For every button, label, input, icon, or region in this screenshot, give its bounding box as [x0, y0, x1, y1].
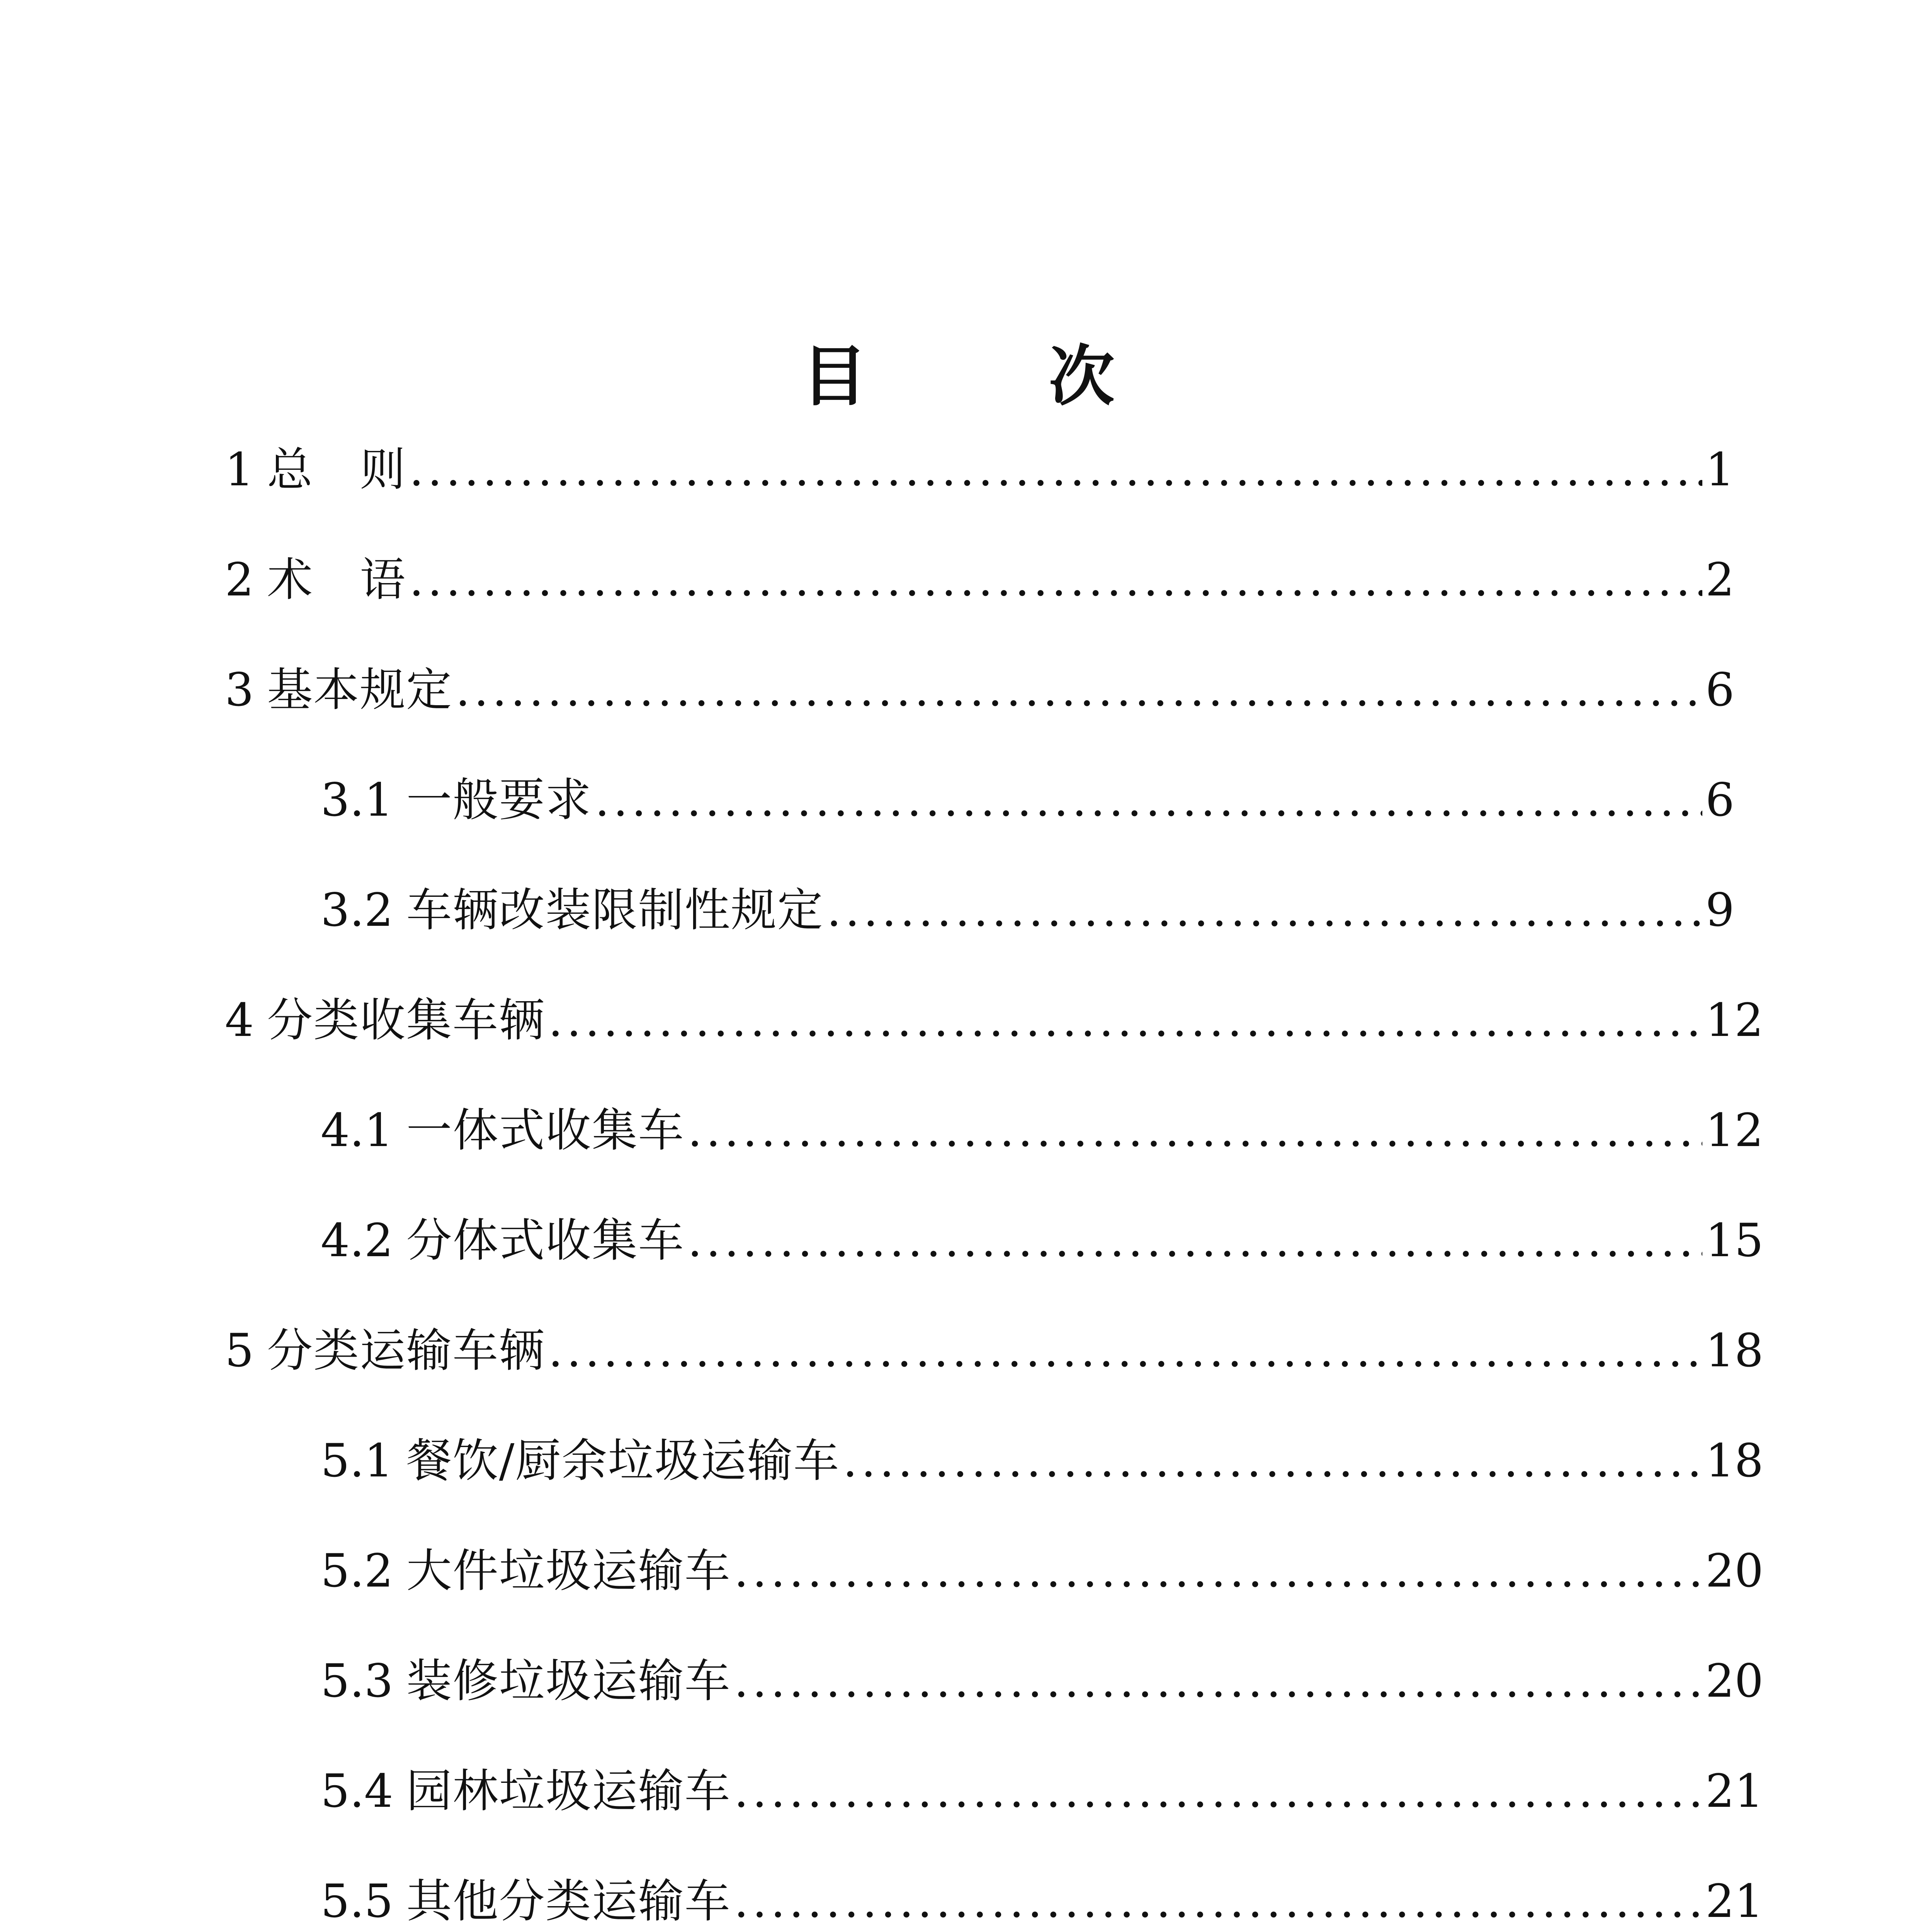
page-title: 目 次 [801, 337, 1173, 415]
toc-entry-title: 分类运输车辆 [267, 1324, 546, 1377]
toc-entry-page: 15 [1705, 1214, 1764, 1267]
toc-entry-title: 分体式收集车 [406, 1214, 685, 1267]
toc-entry-number: 1 [225, 443, 254, 496]
toc-entry-3[interactable] [225, 661, 1735, 719]
toc-entry-page: 12 [1705, 1104, 1764, 1157]
toc-entry-5-4[interactable] [321, 1762, 1764, 1820]
toc-dot-leader [688, 1211, 1702, 1269]
toc-entry-title: 装修垃圾运输车 [406, 1654, 731, 1708]
toc-entry-page: 18 [1705, 1324, 1764, 1377]
toc-entry-3-2[interactable] [321, 881, 1735, 939]
toc-dot-leader [734, 1652, 1702, 1710]
toc-entry-page: 6 [1705, 663, 1735, 716]
toc-dot-leader [409, 440, 1702, 498]
toc-entry-number: 5.5 [321, 1874, 393, 1928]
toc-entry-title: 术 语 [267, 553, 406, 606]
toc-entry-page: 2 [1705, 553, 1735, 606]
toc-entry-title: 大件垃圾运输车 [406, 1544, 731, 1597]
toc-dot-leader [595, 771, 1702, 829]
toc-entry-title: 总 则 [267, 443, 406, 496]
toc-entry-title: 其他分类运输车 [406, 1874, 731, 1928]
toc-entry-number: 4.1 [321, 1104, 393, 1157]
toc-dot-leader [548, 1321, 1702, 1379]
toc-entry-number: 2 [225, 553, 254, 606]
toc-entry-page: 20 [1705, 1654, 1764, 1708]
toc-entry-page: 21 [1705, 1764, 1764, 1818]
toc-entry-number: 4 [225, 993, 254, 1047]
toc-dot-leader [734, 1872, 1702, 1930]
toc-entry-page: 21 [1705, 1874, 1764, 1928]
toc-entry-title: 基本规定 [267, 663, 453, 716]
toc-entry-5-3[interactable] [321, 1652, 1764, 1710]
toc-entry-number: 4.2 [321, 1214, 393, 1267]
toc-entry-page: 12 [1705, 993, 1764, 1047]
toc-entry-page: 6 [1705, 773, 1735, 827]
toc-entry-page: 9 [1705, 883, 1735, 937]
toc-dot-leader [548, 991, 1702, 1049]
toc-entry-number: 3.1 [321, 773, 393, 827]
toc-entry-1[interactable] [225, 440, 1735, 498]
toc-entry-number: 3 [225, 663, 254, 716]
toc-dot-leader [409, 551, 1702, 609]
toc-dot-leader [734, 1542, 1702, 1600]
toc-entry-number: 5.4 [321, 1764, 393, 1818]
toc-dot-leader [843, 1432, 1702, 1490]
toc-entry-4[interactable] [225, 991, 1764, 1049]
toc-dot-leader [456, 661, 1702, 719]
toc-entry-number: 5.2 [321, 1544, 393, 1597]
toc-entry-3-1[interactable] [321, 771, 1735, 829]
toc-entry-number: 3.2 [321, 883, 393, 937]
toc-entry-title: 车辆改装限制性规定 [406, 883, 824, 937]
toc-entry-title: 一般要求 [406, 773, 592, 827]
toc-dot-leader [688, 1101, 1702, 1159]
toc-entry-page: 18 [1705, 1434, 1764, 1487]
toc-entry-title: 园林垃圾运输车 [406, 1764, 731, 1818]
toc-dot-leader [827, 881, 1702, 939]
toc-entry-5[interactable] [225, 1321, 1764, 1379]
toc-dot-leader [734, 1762, 1702, 1820]
toc-entry-4-2[interactable] [321, 1211, 1764, 1269]
toc-entry-title: 餐饮/厨余垃圾运输车 [406, 1434, 840, 1487]
toc-entry-title: 分类收集车辆 [267, 993, 546, 1047]
toc-entry-number: 5.1 [321, 1434, 393, 1487]
toc-entry-number: 5 [225, 1324, 254, 1377]
toc-entry-number: 5.3 [321, 1654, 393, 1708]
toc-entry-2[interactable] [225, 551, 1735, 609]
toc-entry-page: 20 [1705, 1544, 1764, 1597]
toc-entry-5-1[interactable] [321, 1432, 1764, 1490]
toc-entry-4-1[interactable] [321, 1101, 1764, 1159]
toc-entry-5-5[interactable] [321, 1872, 1764, 1930]
toc-entry-5-2[interactable] [321, 1542, 1764, 1600]
toc-entry-page: 1 [1705, 443, 1735, 496]
toc-entry-title: 一体式收集车 [406, 1104, 685, 1157]
